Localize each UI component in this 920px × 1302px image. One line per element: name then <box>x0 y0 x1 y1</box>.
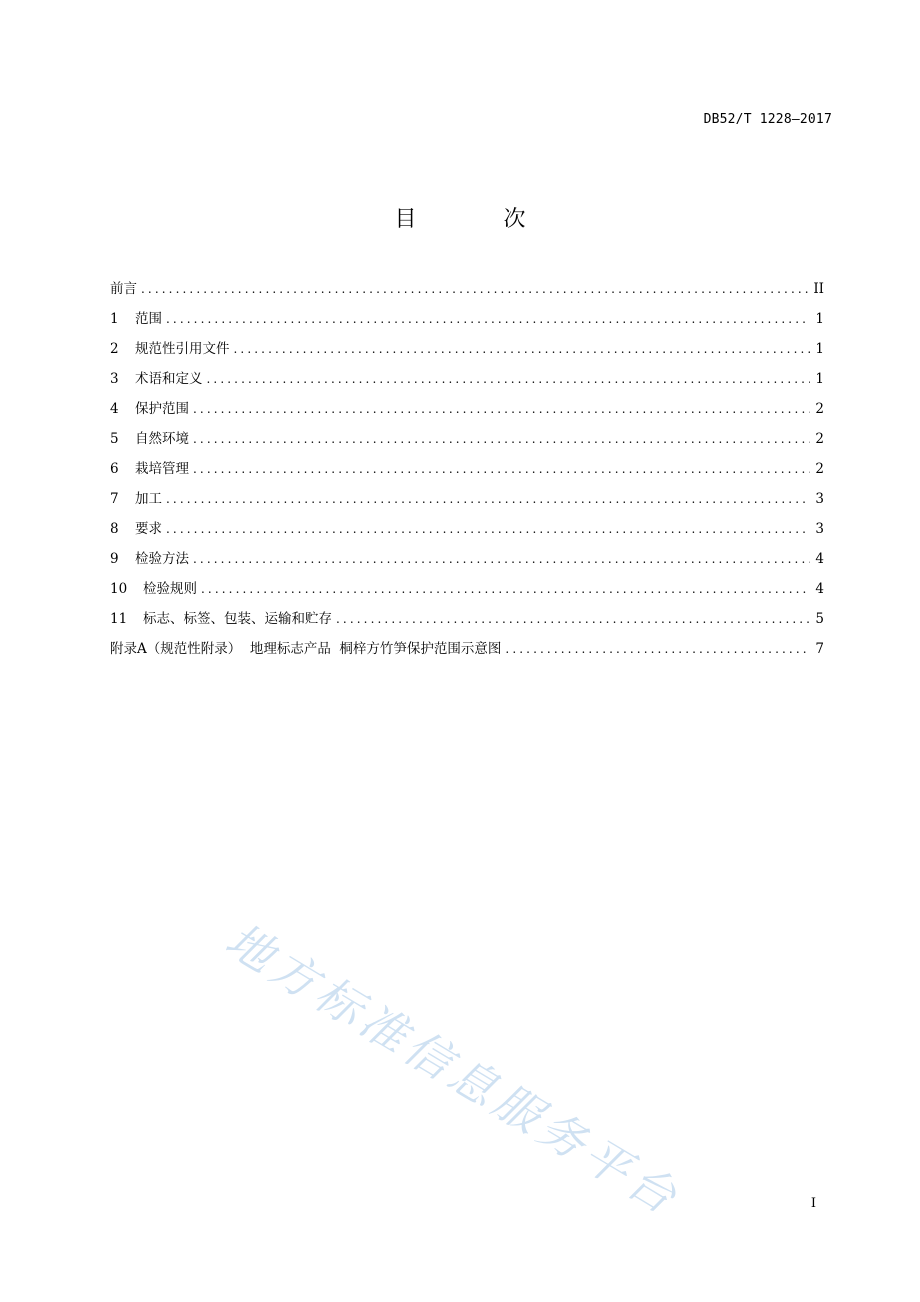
toc-entry-1[interactable] <box>110 308 824 338</box>
toc-entry-11[interactable] <box>110 608 824 638</box>
toc-entry-number: 11 <box>110 611 128 627</box>
toc-entry-page: 2 <box>815 401 824 417</box>
toc-entry-label: 术语和定义 <box>135 371 203 387</box>
toc-leader-dots <box>166 488 810 510</box>
toc-entry-page: 3 <box>815 521 824 537</box>
toc-entry-number: 10 <box>110 581 128 597</box>
toc-entry-label: 范围 <box>135 311 162 327</box>
toc-entry-number: 9 <box>110 551 119 567</box>
toc-entry-5[interactable] <box>110 428 824 458</box>
toc-title: 目 次 <box>394 207 566 232</box>
toc-entry-label: 规范性引用文件 <box>135 341 230 357</box>
toc-entry-10[interactable] <box>110 578 824 608</box>
toc-entry-7[interactable] <box>110 488 824 518</box>
toc-leader-dots <box>336 608 810 630</box>
toc-entry-number: 3 <box>110 371 119 387</box>
toc-leader-dots <box>505 638 810 660</box>
toc-entry-number: 8 <box>110 521 119 537</box>
toc-entry-number: 6 <box>110 461 119 477</box>
toc-entry-8[interactable] <box>110 518 824 548</box>
toc-leader-dots <box>141 278 809 300</box>
toc-leader-dots <box>193 548 810 570</box>
toc-entry-2[interactable] <box>110 338 824 368</box>
toc-entry-number: 1 <box>110 311 119 327</box>
toc-entry-page: 1 <box>815 341 824 357</box>
watermark-text: 地方标准信息服务平台 <box>216 912 691 1227</box>
toc-entry-page: 1 <box>815 311 824 327</box>
toc-entry-page: 5 <box>815 611 824 627</box>
toc-entry-6[interactable] <box>110 458 824 488</box>
toc-leader-dots <box>234 338 811 360</box>
toc-entry-label: 检验规则 <box>143 581 197 597</box>
toc-entry-page: II <box>813 281 824 297</box>
toc-entry-label: 附录A（规范性附录） 地理标志产品 桐梓方竹笋保护范围示意图 <box>110 641 502 657</box>
toc-entry-3[interactable] <box>110 368 824 398</box>
toc-leader-dots <box>207 368 811 390</box>
page-number: I <box>810 1196 816 1211</box>
toc-entry-label: 检验方法 <box>135 551 189 567</box>
toc-entry-appendix-a[interactable] <box>110 638 824 668</box>
toc-entry-page: 2 <box>815 431 824 447</box>
table-of-contents <box>110 278 824 668</box>
toc-entry-page: 4 <box>815 551 824 567</box>
toc-entry-number: 2 <box>110 341 119 357</box>
toc-entry-page: 7 <box>815 641 824 657</box>
toc-entry-number: 4 <box>110 401 119 417</box>
toc-entry-number: 7 <box>110 491 119 507</box>
toc-entry-page: 3 <box>815 491 824 507</box>
toc-entry-label: 保护范围 <box>135 401 189 417</box>
toc-entry-9[interactable] <box>110 548 824 578</box>
toc-entry-label: 加工 <box>135 491 162 507</box>
toc-leader-dots <box>193 398 810 420</box>
toc-entry-label: 标志、标签、包装、运输和贮存 <box>143 611 332 627</box>
toc-entry-4[interactable] <box>110 398 824 428</box>
toc-entry-label: 前言 <box>110 281 137 297</box>
toc-entry-label: 要求 <box>135 521 162 537</box>
document-code: DB52/T 1228—2017 <box>703 112 832 127</box>
toc-leader-dots <box>166 308 810 330</box>
toc-entry-preface[interactable] <box>110 278 824 308</box>
toc-leader-dots <box>193 428 810 450</box>
toc-entry-page: 2 <box>815 461 824 477</box>
toc-entry-label: 自然环境 <box>135 431 189 447</box>
toc-entry-label: 栽培管理 <box>135 461 189 477</box>
toc-leader-dots <box>201 578 810 600</box>
toc-entry-page: 4 <box>815 581 824 597</box>
toc-leader-dots <box>166 518 810 540</box>
toc-entry-page: 1 <box>815 371 824 387</box>
toc-leader-dots <box>193 458 810 480</box>
toc-entry-number: 5 <box>110 431 119 447</box>
